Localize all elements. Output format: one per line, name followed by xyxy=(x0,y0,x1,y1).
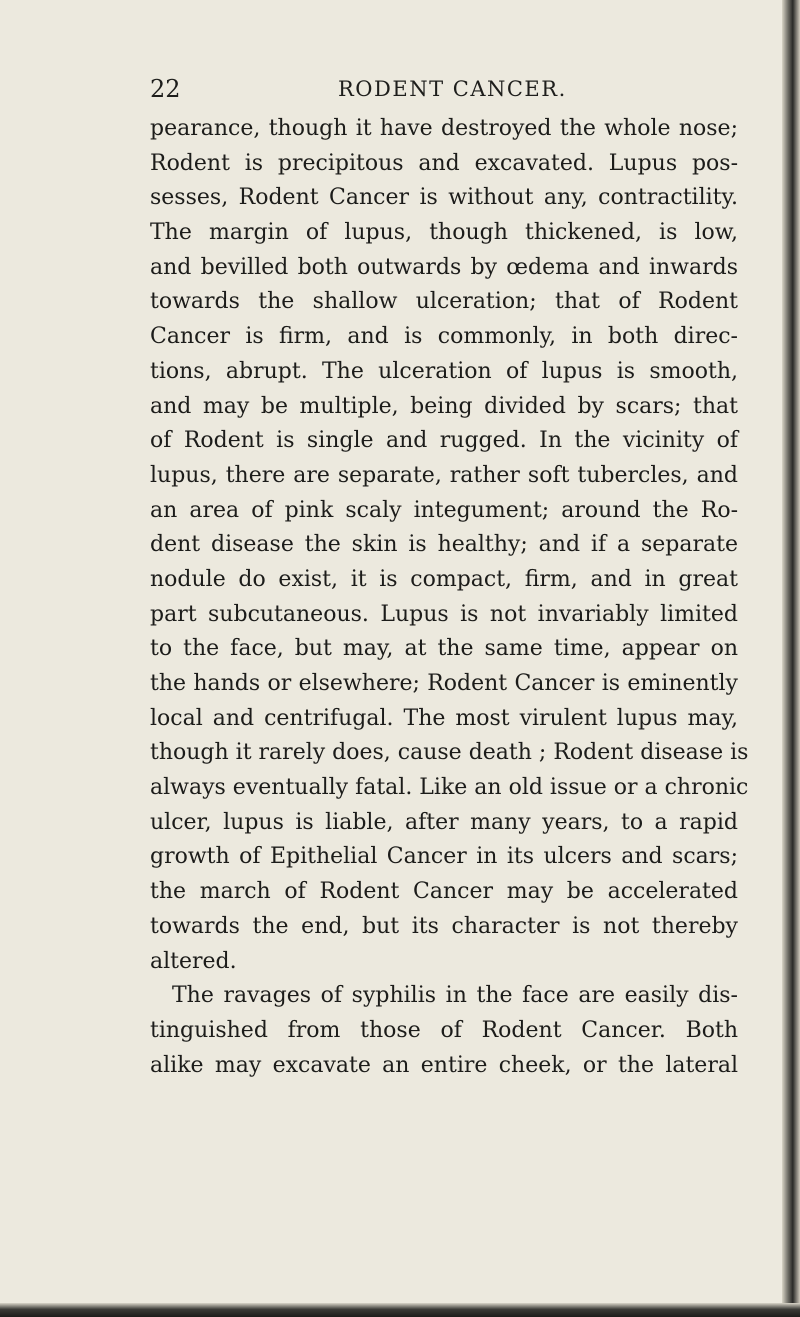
text-line: always eventually fatal. Like an old issue or a chronic xyxy=(150,775,749,801)
text-line: sesses, Rodent Cancer is without any, contractility. xyxy=(150,185,738,211)
text-line: part subcutaneous. Lupus is not invariably limited xyxy=(150,601,738,627)
text-line: The margin of lupus, though thickened, is low, xyxy=(150,220,738,246)
running-title: RODENT CANCER. xyxy=(338,77,567,101)
text-line: towards the end, but its character is not thereby xyxy=(150,913,738,939)
text-line: pearance, though it have destroyed the whole nose; xyxy=(150,116,738,141)
text-line: tinguished from those of Rodent Cancer. Both xyxy=(150,1017,738,1043)
text-line: altered. xyxy=(150,948,237,974)
text-line: growth of Epithelial Cancer in its ulcers and scars; xyxy=(150,844,738,870)
text-line: tions, abrupt. The ulceration of lupus is smooth, xyxy=(150,358,738,384)
page-bottom-edge xyxy=(0,1303,800,1317)
text-line: The ravages of syphilis in the face are easily dis- xyxy=(172,983,738,1009)
text-line: lupus, there are separate, rather soft tubercles, and xyxy=(150,462,738,488)
text-line: and may be multiple, being divided by scars; that xyxy=(150,393,738,419)
text-line: nodule do exist, it is compact, firm, and in great xyxy=(150,566,738,592)
text-line: though it rarely does, cause death ; Rodent disease is xyxy=(150,740,749,766)
text-line: Rodent is precipitous and excavated. Lupus pos- xyxy=(150,150,738,176)
text-line: towards the shallow ulceration; that of Rodent xyxy=(150,289,738,315)
text-line: alike may excavate an entire cheek, or the lateral xyxy=(150,1052,738,1078)
text-line: an area of pink scaly integument; around the Ro- xyxy=(150,497,738,523)
book-spine-edge xyxy=(782,0,800,1317)
page-header xyxy=(150,75,750,105)
text-line: dent disease the skin is healthy; and if a separate xyxy=(150,532,738,558)
text-line: Cancer is firm, and is commonly, in both direc- xyxy=(150,324,738,350)
text-line: and bevilled both outwards by œdema and inwards xyxy=(150,254,738,280)
text-line: local and centrifugal. The most virulent lupus may, xyxy=(150,705,738,731)
text-line: to the face, but may, at the same time, appear on xyxy=(150,636,738,662)
text-line: the march of Rodent Cancer may be accelerated xyxy=(150,879,738,905)
page-number: 22 xyxy=(150,75,181,103)
text-line: ulcer, lupus is liable, after many years, to a rapid xyxy=(150,809,738,835)
text-line: the hands or elsewhere; Rodent Cancer is eminently xyxy=(150,671,738,696)
body-text xyxy=(150,112,749,1083)
text-line: of Rodent is single and rugged. In the vicinity of xyxy=(150,428,738,454)
